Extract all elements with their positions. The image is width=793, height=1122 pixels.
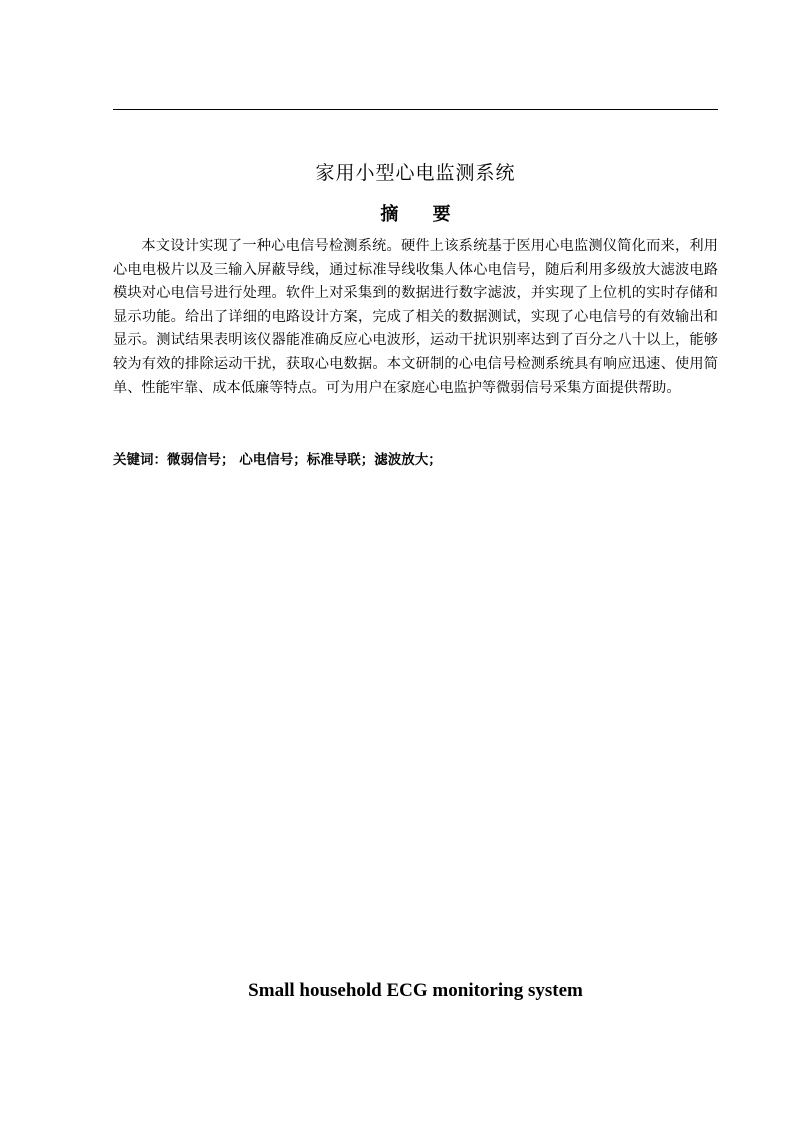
keywords-line: 关键词：微弱信号； 心电信号；标准导联；滤波放大； xyxy=(113,452,442,468)
abstract-paragraph: 本文设计实现了一种心电信号检测系统。硬件上该系统基于医用心电监测仪简化而来，利用心电电极片以及三输入屏蔽导线，通过标准导线收集人体心电信号，随后利用多级放大滤波电路模块对心电信号进行处理。软件上对采集到的数据进行数字滤波，并实现了上位机的实时存储和显示功能。给出了详细的电路设计方案，完成了相关的数据测试，实现了心电信号的有效输出和显示。测试结果表明该仪器能准确反应心电波形，运动干扰识别率达到了百分之八十以上，能够较为有效的排除运动干扰，获取心电数据。本文研制的心电信号检测系统具有响应迅速、使用简单、性能牢靠、成本低廉等特点。可为用户在家庭心电监护等微弱信号采集方面提供帮助。 xyxy=(113,238,718,396)
header-rule xyxy=(113,109,718,110)
page-title-chinese: 家用小型心电监测系统 xyxy=(315,162,516,184)
abstract-body xyxy=(113,235,718,400)
page-title-english: Small household ECG monitoring system xyxy=(248,980,583,1001)
abstract-heading: 摘 要 xyxy=(380,204,465,225)
